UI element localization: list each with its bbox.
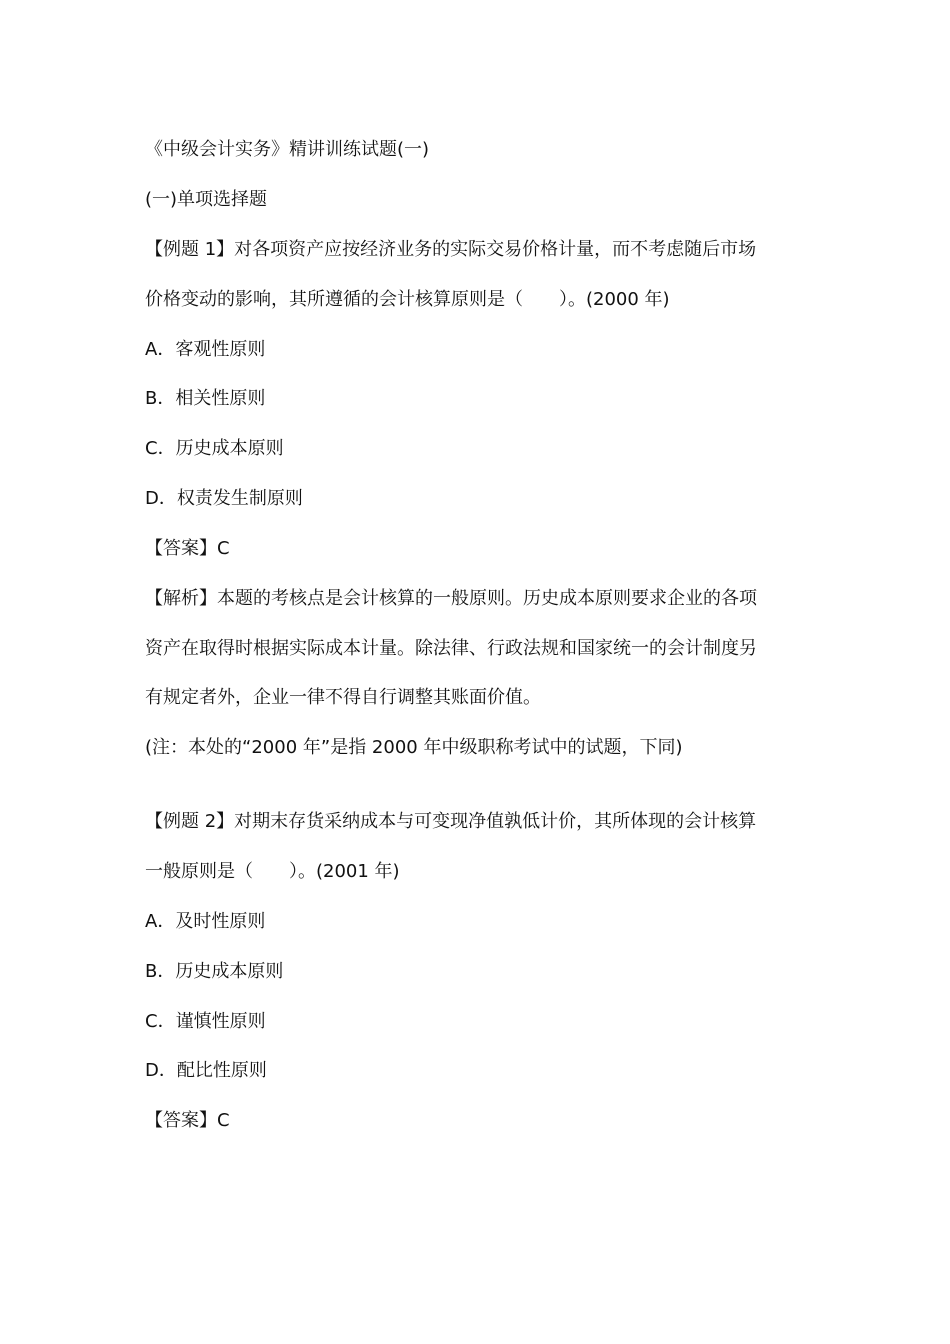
question-1-option-b: B．相关性原则 (145, 388, 266, 409)
question-2-answer: 【答案】C (145, 1110, 230, 1131)
question-2-option-a: A．及时性原则 (145, 911, 266, 932)
question-1-note: (注：本处的“2000 年”是指 2000 年中级职称考试中的试题，下同) (145, 737, 683, 758)
question-1-analysis-line-3: 有规定者外，企业一律不得自行调整其账面价值。 (145, 687, 541, 708)
question-1-option-c: C．历史成本原则 (145, 438, 284, 459)
question-1-option-a: A．客观性原则 (145, 339, 266, 360)
question-1-answer: 【答案】C (145, 538, 230, 559)
question-1-analysis-line-2: 资产在取得时根据实际成本计量。除法律、行政法规和国家统一的会计制度另 (145, 638, 757, 659)
question-1-analysis-line-1: 【解析】本题的考核点是会计核算的一般原则。历史成本原则要求企业的各项 (145, 588, 757, 609)
document-title: 《中级会计实务》精讲训练试题(一) (145, 139, 430, 160)
question-2-stem-line-2: 一般原则是（ ）。(2001 年) (145, 861, 400, 882)
question-1-stem-line-1: 【例题 1】对各项资产应按经济业务的实际交易价格计量，而不考虑随后市场 (145, 239, 757, 260)
question-2-stem-line-1: 【例题 2】对期末存货采纳成本与可变现净值孰低计价，其所体现的会计核算 (145, 811, 757, 832)
question-2-option-d: D．配比性原则 (145, 1060, 267, 1081)
question-2-option-c: C．谨慎性原则 (145, 1011, 266, 1032)
question-2-option-b: B．历史成本原则 (145, 961, 284, 982)
question-1-stem-line-2: 价格变动的影响，其所遵循的会计核算原则是（ ）。(2000 年) (145, 289, 670, 310)
question-1-option-d: D．权责发生制原则 (145, 488, 303, 509)
section-title: (一)单项选择题 (145, 189, 268, 210)
